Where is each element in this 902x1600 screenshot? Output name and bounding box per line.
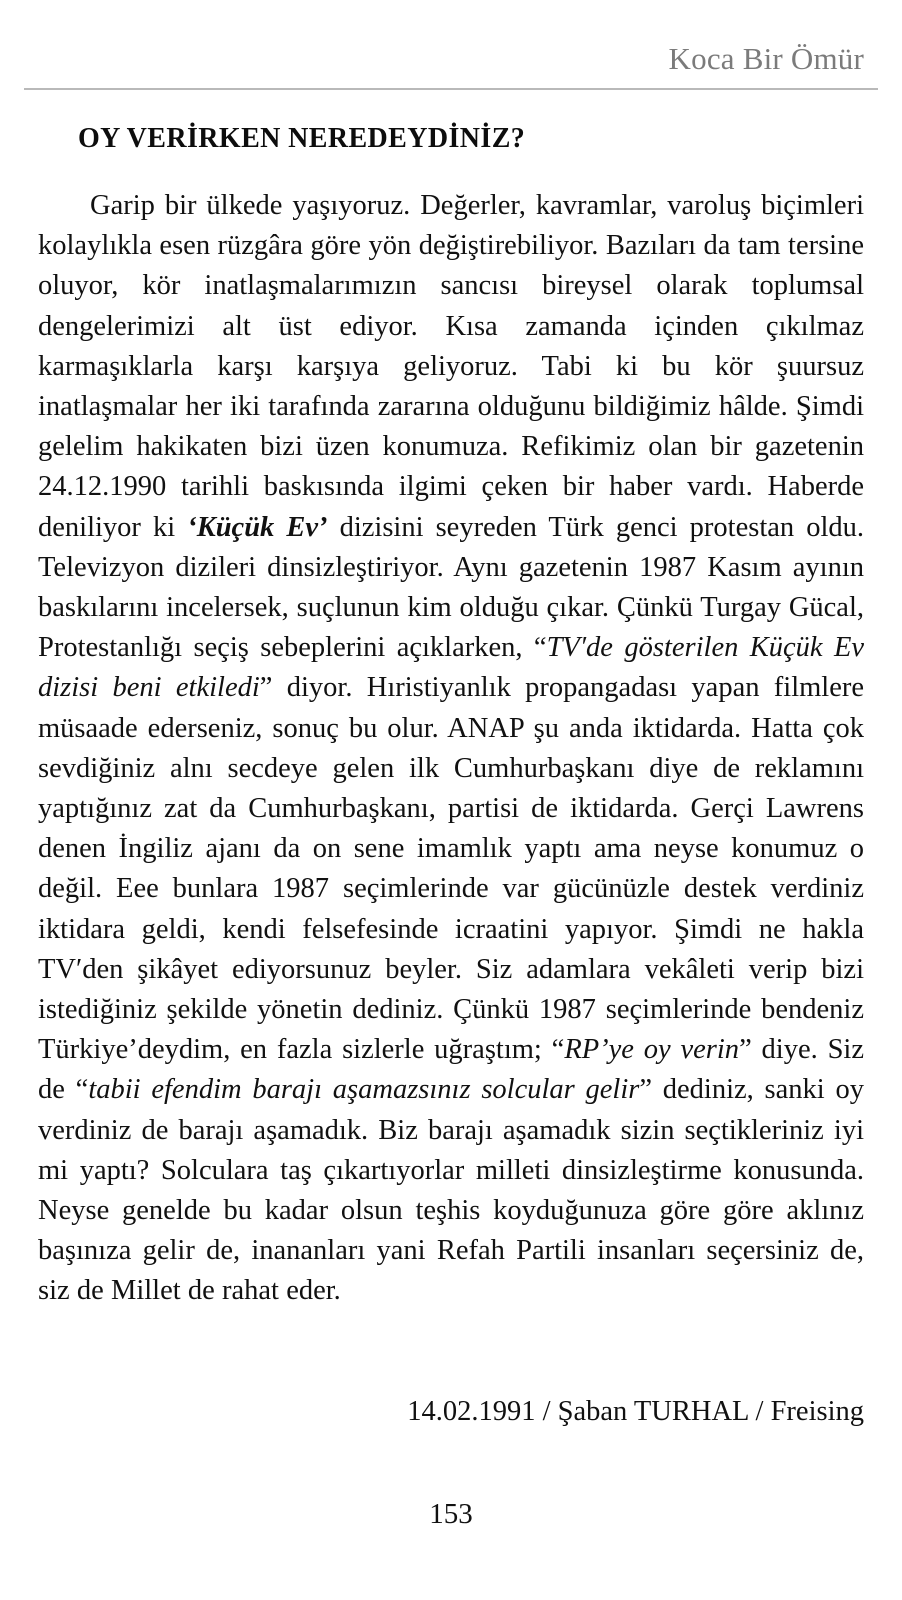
emphasis-bold-italic: ‘Küçük Ev’ <box>187 511 328 543</box>
header-rule <box>24 88 878 90</box>
emphasis-italic: TV′de gösterilen Küçük Ev dizisi beni etkiledi <box>38 632 865 704</box>
page-title: OY VERİRKEN NEREDEYDİNİZ? <box>78 122 526 154</box>
body-text-run: Garip bir ülkede yaşıyoruz. Değerler, kavramlar, varoluş biçimleri kolaylıkla esen rüzgâra göre yön değiştirebiliyor. Bazıları da tam tersine oluyor, kör inatlaşmalarımızın sancısı bireysel olarak toplumsal dengelerimizi alt üst ediyor. Kısa zamanda içinden çıkılmaz karmaşıklarla karşı karşıya geliyoruz. Tabi ki bu kör şuursuz inatlaşmalar her iki tarafında zararına olduğunu bildiğimiz hâlde. Şimdi gelelim hakikaten bizi üzen konumuza. Refikimiz olan bir gazetenin 24.12.1990 tarihli baskısında ilgimi çeken bir haber vardı. Haberde deniliyor ki <box>38 190 864 543</box>
body-text-run: dizisini seyreden Türk genci protestan oldu. Televizyon dizileri dinsizleştiriyor. Aynı gazetenin 1987 Kasım ayının baskılarını incelersek, suçlunun kim olduğu çıkar. Çünkü Turgay Gücal, Protestanlığı seçiş sebeplerini açıklarken, “ <box>38 511 864 664</box>
article-body <box>38 186 864 1312</box>
emphasis-italic: RP’ye oy verin <box>564 1034 740 1066</box>
article-signature: 14.02.1991 / Şaban TURHAL / Freising <box>407 1396 864 1427</box>
body-paragraph <box>38 186 864 1312</box>
body-text-run: ” diye. Siz de “ <box>38 1034 864 1106</box>
page-number: 153 <box>429 1498 473 1530</box>
body-text-run: ” dediniz, sanki oy verdiniz de barajı aşamadık. Biz barajı aşamadık sizin seçtikleriniz iyi mi yaptı? Solculara taş çıkartıyorlar milleti dinsizleştirme konusunda. Neyse genelde bu kadar olsun teşhis koyduğunuza göre göre aklınız başınıza gelir de, inananları yani Refah Partili insanları seçersiniz de, siz de Millet de rahat eder. <box>38 1074 864 1307</box>
running-head: Koca Bir Ömür <box>668 41 864 76</box>
body-text-run: ” diyor. Hıristiyanlık propangadası yapan filmlere müsaade ederseniz, sonuç bu olur. ANAP şu anda iktidarda. Hatta çok sevdiğiniz alnı secdeye gelen ilk Cumhurbaşkanı diye de reklamını yaptığınız zat da Cumhurbaşkanı, partisi de iktidarda. Gerçi Lawrens denen İngiliz ajanı da on sene imamlık yaptı ama neyse konumuz o değil. Eee bunlara 1987 seçimlerinde var gücünüzle destek verdiniz iktidara geldi, kendi felsefesinde icraatini yapıyor. Şimdi ne hakla TV′den şikâyet ediyorsunuz beyler. Siz adamlara vekâleti verip bizi istediğiniz şekilde yönetin dediniz. Çünkü 1987 seçimlerinde bendeniz Türkiye’deydim, en fazla sizlerle uğraştım; “ <box>38 672 864 1066</box>
emphasis-italic: tabii efendim barajı aşamazsınız solcular gelir <box>88 1074 640 1106</box>
